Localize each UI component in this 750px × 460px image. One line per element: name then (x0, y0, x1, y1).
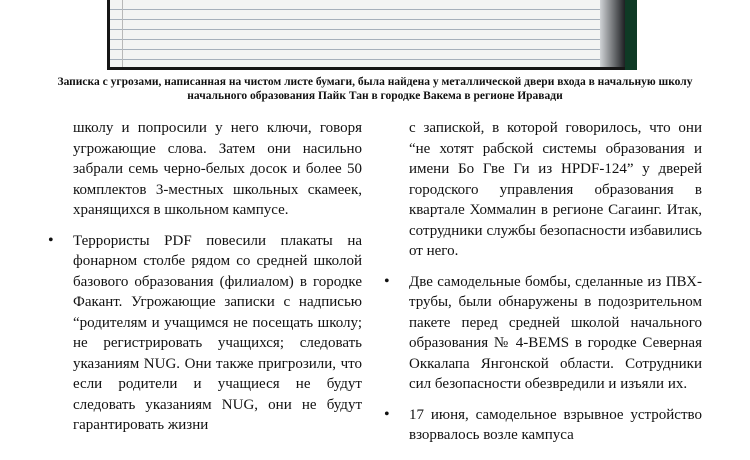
right-bullet-item: • Две самодельные бомбы, сделанные из ПВХ-трубы, были обнаружены в подозрительном пакете перед средней школой начального образования № 4-BEMS в городке Северная Оккалапа Янгонской области. Сотрудники сил безопасности обезвредили и изъяли их. (384, 272, 702, 395)
figure-caption: Записка с угрозами, написанная на чистом листе бумаги, была найдена у металлической двери входа в начальную школу начального образования Пайк Тан в городке Вакема в регионе Иравади (57, 76, 693, 102)
paper-margin-line (122, 0, 123, 67)
door-shadow (600, 0, 626, 67)
metal-door (625, 0, 637, 70)
ruled-paper-lines (110, 0, 626, 67)
right-column (384, 118, 702, 456)
left-column (48, 118, 362, 446)
left-bullet-item: • Террористы PDF повесили плакаты на фонарном столбе рядом со средней школой базового образования (филиалом) в городке Факант. Угрожающие записки с надписью “родителям и учащимся не посещать школу; не регистрировать учащихся; следовать указаниям NUG. Они также пригрозили, что если родители и учащиеся не будут следовать указаниям NUG, они не будут гарантировать жизни (48, 231, 362, 436)
figure-photo-area (0, 0, 750, 72)
threat-note-photo (107, 0, 629, 70)
right-continuation-paragraph: с запиской, в которой говорилось, что они “не хотят рабской системы образования и имени Бо Гве Ги из HPDF-124” у дверей городского управления образования в квартале Хоммалин в регионе Сагаинг. Итак, сотрудники службы безопасности избавились от него. (409, 120, 702, 259)
left-continuation-paragraph: школу и попросили у него ключи, говоря угрожающие слова. Затем они насильно забрали семь черно-белых досок и более 50 комплектов 3-местных школьных скамеек, хранящихся в школьном кампусе. (73, 120, 362, 218)
right-bullet-item: • 17 июня, самодельное взрывное устройство взорвалось возле кампуса (384, 405, 702, 446)
